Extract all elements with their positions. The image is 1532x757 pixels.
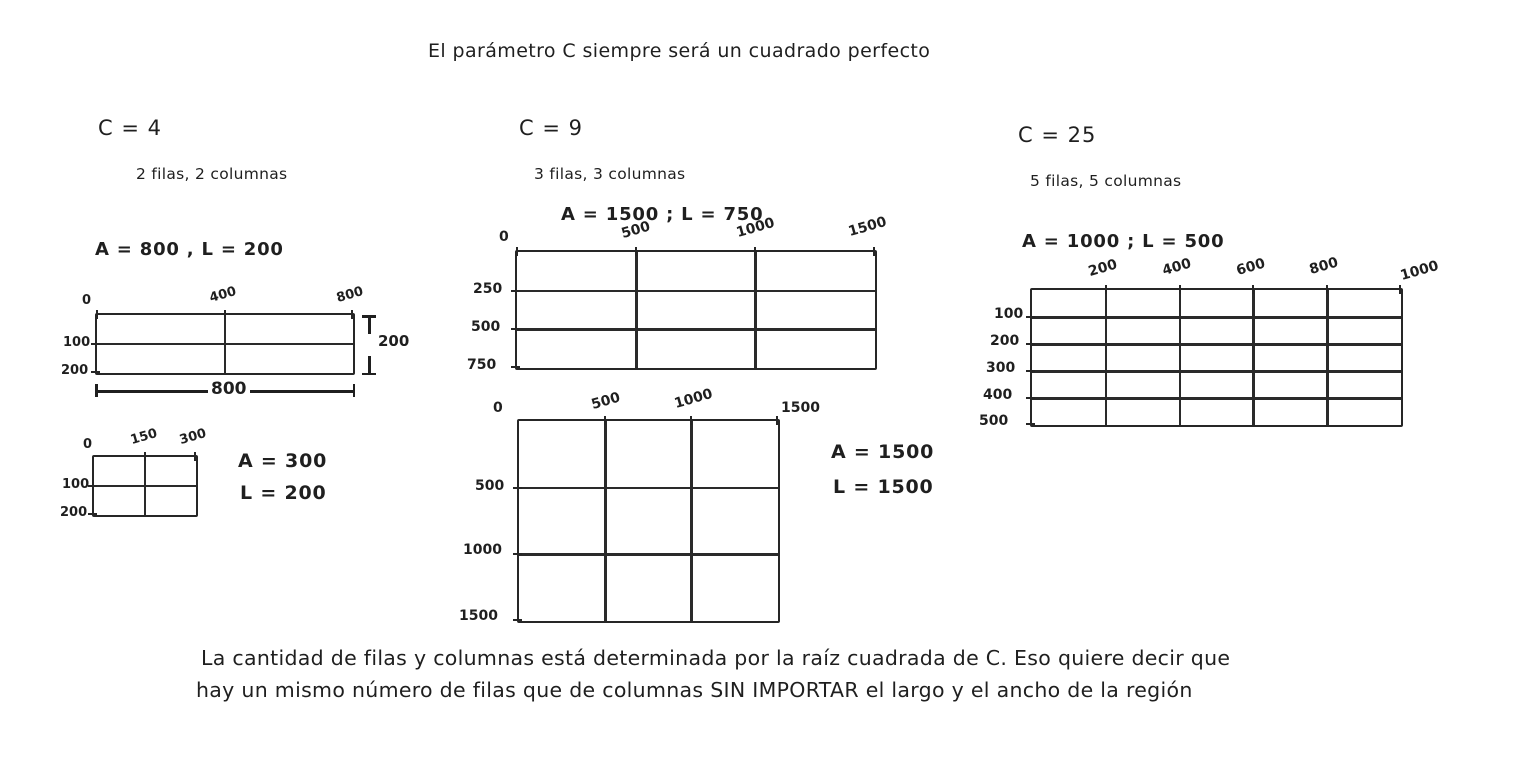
grid2-area-label: A = 300 [238, 450, 328, 472]
grid-line-vertical [690, 421, 693, 621]
y-tick-mark [513, 487, 522, 489]
section-c9-subheading: 3 filas, 3 columnas [534, 165, 686, 183]
x-tick-label: 200 [1086, 256, 1120, 280]
x-tick-mark [224, 310, 226, 319]
y-tick-mark [1026, 370, 1035, 372]
grid5-dimensions-label: A = 1000 ; L = 500 [1022, 231, 1225, 252]
x-tick-label: 600 [1234, 255, 1267, 279]
grid3-dimensions-label: A = 1500 ; L = 750 [561, 204, 764, 225]
section-c25-heading: C = 25 [1018, 123, 1097, 147]
x-tick-mark [144, 452, 146, 461]
y-tick-mark [1026, 397, 1035, 399]
x-tick-label: 500 [619, 218, 653, 242]
x-tick-label: 400 [1160, 255, 1193, 279]
grid-c4-800x200 [61, 284, 366, 378]
section-c25-subheading: 5 filas, 5 columnas [1030, 172, 1182, 190]
y-tick-label: 1000 [463, 542, 502, 559]
page-title: El parámetro C siempre será un cuadrado perfecto [428, 40, 931, 62]
y-tick-label: 500 [475, 477, 505, 494]
x-tick-label: 1000 [1398, 257, 1441, 284]
y-tick-mark [511, 290, 520, 292]
x-tick-label: 800 [1308, 254, 1341, 278]
y-tick-label: 500 [471, 319, 501, 336]
grid-line-horizontal [97, 343, 353, 345]
grid-line-vertical [604, 421, 607, 621]
grid-line-horizontal [1032, 343, 1401, 346]
x-tick-mark [194, 452, 196, 461]
y-tick-label: 200 [60, 505, 88, 520]
grid-line-vertical [1105, 290, 1108, 425]
y-tick-label: 750 [467, 357, 497, 373]
footer-text-line1: La cantidad de filas y columnas está determinada por la raíz cuadrada de C. Eso quiere decir que [201, 646, 1231, 670]
x-tick-mark [873, 247, 875, 256]
grid-line-horizontal [519, 487, 778, 490]
y-tick-mark [88, 485, 97, 487]
x-tick-mark [1326, 285, 1328, 294]
section-c4-subheading: 2 filas, 2 columnas [136, 165, 288, 183]
grid-line-horizontal [1032, 316, 1401, 319]
section-c9-heading: C = 9 [519, 116, 583, 140]
x-tick-mark [1105, 285, 1107, 294]
y-tick-mark [513, 619, 522, 621]
bracket-cap [362, 373, 376, 376]
y-tick-label: 400 [983, 387, 1013, 403]
y-tick-label: 200 [990, 333, 1020, 349]
y-tick-label: 200 [61, 363, 89, 378]
x-tick-mark [516, 247, 518, 256]
height-dimension-value: 200 [375, 332, 412, 350]
grid1-dimensions-label: A = 800 , L = 200 [95, 239, 284, 260]
y-tick-mark [91, 371, 100, 373]
x-tick-label: 1500 [781, 400, 820, 416]
x-tick-mark [690, 416, 692, 425]
y-tick-mark [91, 343, 100, 345]
grid2-length-label: L = 200 [240, 482, 327, 504]
bracket-cap [353, 384, 356, 397]
grid-line-vertical [1179, 290, 1182, 425]
grid-line-horizontal [517, 290, 875, 293]
x-tick-mark [1252, 285, 1254, 294]
grid-c4-300x200 [60, 426, 209, 520]
x-tick-label: 0 [499, 229, 509, 245]
y-tick-label: 100 [994, 306, 1024, 322]
bracket-stem [368, 356, 371, 373]
grid-line-horizontal [1032, 397, 1401, 400]
x-tick-mark [754, 247, 756, 256]
y-tick-label: 1500 [459, 608, 498, 624]
grid-c25-1000x500 [979, 254, 1441, 429]
y-tick-label: 500 [979, 413, 1009, 429]
grid4-length-label: L = 1500 [833, 476, 934, 498]
footer-text-line2: hay un mismo número de filas que de columnas SIN IMPORTAR el largo y el ancho de la región [196, 678, 1193, 702]
y-tick-mark [511, 328, 520, 330]
x-tick-mark [1179, 285, 1181, 294]
y-tick-mark [513, 553, 522, 555]
grid-line-vertical [1326, 290, 1329, 425]
x-tick-mark [604, 416, 606, 425]
bracket-stem [368, 317, 371, 334]
x-tick-label: 0 [82, 293, 92, 308]
grid-line-horizontal [519, 553, 778, 556]
x-tick-mark [776, 416, 778, 425]
y-tick-mark [511, 366, 520, 368]
x-tick-label: 1000 [734, 214, 777, 241]
y-tick-mark [88, 513, 97, 515]
x-tick-label: 150 [128, 426, 159, 448]
y-tick-mark [1026, 343, 1035, 345]
x-tick-label: 800 [334, 284, 366, 306]
x-tick-mark [96, 310, 98, 319]
x-tick-label: 500 [589, 389, 623, 413]
y-tick-label: 300 [986, 360, 1016, 376]
x-tick-mark [351, 310, 353, 319]
grid-c9-1500x1500 [459, 385, 820, 624]
width-dimension-value: 800 [208, 379, 250, 399]
grid-line-horizontal [1032, 370, 1401, 373]
x-tick-label: 1000 [672, 385, 715, 412]
grid-line-vertical [754, 252, 757, 368]
y-tick-label: 250 [473, 280, 503, 297]
height-dimension-bracket [362, 315, 376, 375]
grid-line-horizontal [517, 328, 875, 331]
x-tick-mark [635, 247, 637, 256]
y-tick-label: 100 [62, 477, 90, 492]
x-tick-mark [1399, 285, 1401, 294]
x-tick-label: 0 [83, 437, 93, 452]
y-tick-label: 100 [63, 335, 91, 350]
x-tick-label: 1500 [846, 213, 889, 240]
x-tick-label: 0 [493, 400, 503, 416]
bracket-cap [95, 384, 98, 397]
grid-line-vertical [1252, 290, 1255, 425]
y-tick-mark [1026, 316, 1035, 318]
grid4-area-label: A = 1500 [831, 441, 935, 463]
x-tick-label: 400 [208, 284, 239, 306]
x-tick-label: 300 [177, 426, 209, 448]
y-tick-mark [1026, 423, 1035, 425]
grid-line-vertical [635, 252, 638, 368]
grid-line-horizontal [94, 485, 196, 487]
section-c4-heading: C = 4 [98, 116, 162, 140]
